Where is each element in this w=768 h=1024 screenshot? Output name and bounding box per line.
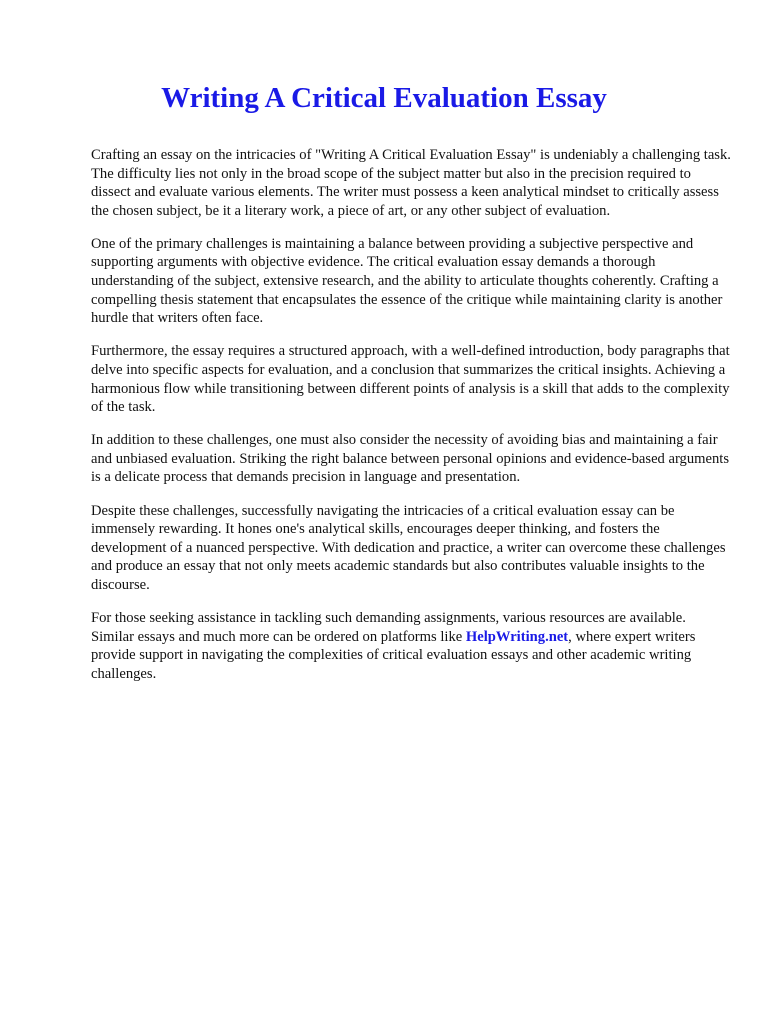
helpwriting-link[interactable]: HelpWriting.net bbox=[465, 628, 569, 645]
paragraph-6-text-after-link: , where expert writers provide support in navigating the complexities of critical evaluation essays and other academic writing challenges. bbox=[91, 628, 696, 682]
paragraph-4: In addition to these challenges, one must also consider the necessity of avoiding bias and maintaining a fair and unbiased evaluation. Striking the right balance between personal opinions and evidence-based arguments is a delicate process that demands precision in language and presentation. bbox=[91, 432, 730, 486]
paragraph-3: Furthermore, the essay requires a structured approach, with a well-defined introduction, body paragraphs that delve into specific aspects for evaluation, and a conclusion that summarizes the critical insights. Achieving a harmonious flow while transitioning between different points of analysis is a skill that adds to the complexity of the task. bbox=[91, 343, 730, 416]
paragraph-6-text-before-link: For those seeking assistance in tackling such demanding assignments, various resources are available. Similar essays and much more can be ordered on platforms like bbox=[91, 609, 686, 645]
page-title: Writing A Critical Evaluation Essay bbox=[161, 82, 607, 114]
paragraph-5: Despite these challenges, successfully navigating the intricacies of a critical evaluation essay can be immensely rewarding. It hones one's analytical skills, encourages deeper thinking, and fosters the development of a nuanced perspective. With dedication and practice, a writer can overcome these challenges and produce an essay that not only meets academic standards but also contributes valuable insights to the discourse. bbox=[91, 502, 726, 593]
paragraph-2: One of the primary challenges is maintaining a balance between providing a subjective perspective and supporting arguments with objective evidence. The critical evaluation essay demands a thorough understanding of the subject, extensive research, and the ability to articulate thoughts coherently. Crafting a compelling thesis statement that encapsulates the essence of the critique while maintaining clarity is another hurdle that writers often face. bbox=[91, 235, 723, 327]
paragraph-6 bbox=[91, 609, 731, 683]
paragraph-1: Crafting an essay on the intricacies of "Writing A Critical Evaluation Essay" is undeniably a challenging task. The difficulty lies not only in the broad scope of the subject matter but also in the precision required to dissect and evaluate various elements. The writer must possess a keen analytical mindset to critically assess the chosen subject, be it a literary work, a piece of art, or any other subject of evaluation. bbox=[91, 147, 731, 219]
document-body bbox=[91, 146, 731, 698]
